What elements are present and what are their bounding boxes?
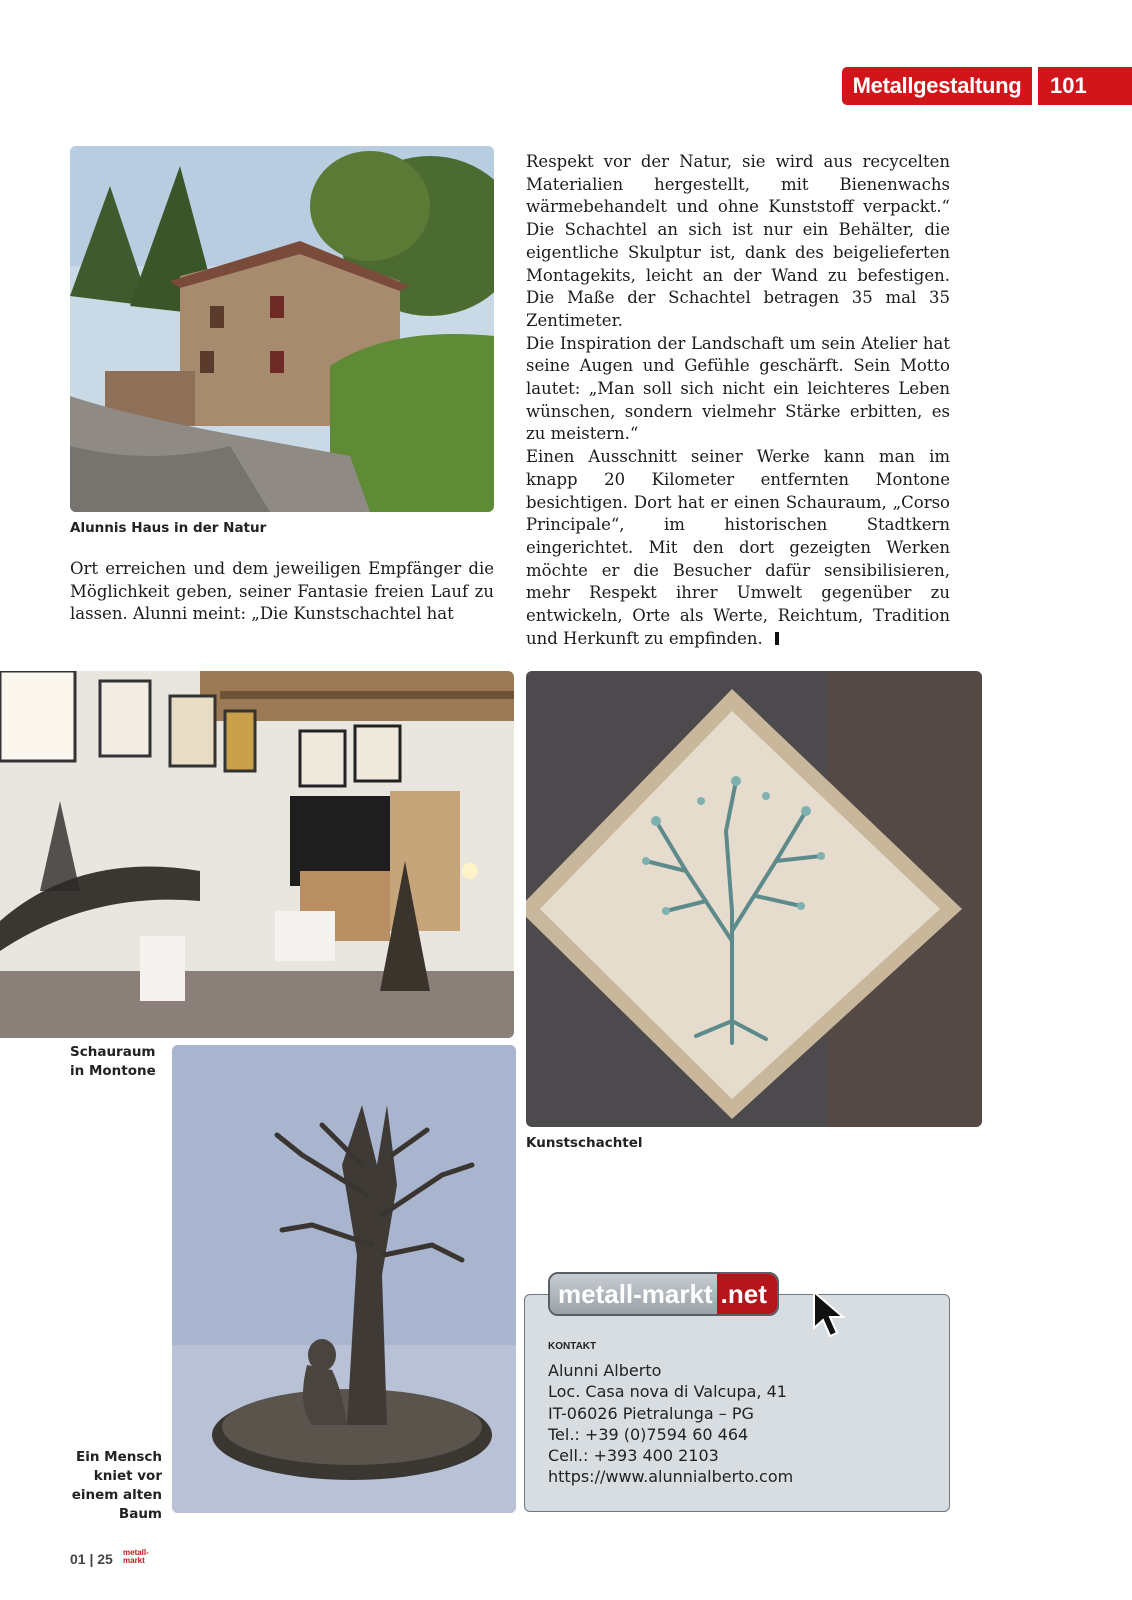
paragraph — [526, 446, 950, 650]
contact-address: Loc. Casa nova di Valcupa, 41 — [548, 1382, 787, 1402]
page-number: 101 — [1038, 67, 1132, 105]
metall-markt-logo[interactable] — [548, 1272, 779, 1316]
paragraph: Ort erreichen und dem jeweiligen Empfänger die Möglichkeit geben, seiner Fantasie freien Lauf zu lassen. Alunni meint: „Die Kunstschachtel hat — [70, 559, 494, 624]
footer-logo-line: markt — [123, 1556, 145, 1565]
caption-line: Schauraum — [70, 1044, 156, 1060]
caption-line: Ein Mensch — [75, 1449, 162, 1465]
contact-details — [548, 1360, 793, 1488]
contact-phone: Tel.: +39 (0)7594 60 464 — [548, 1424, 749, 1444]
house-photo — [70, 146, 494, 512]
house-caption: Alunnis Haus in der Natur — [70, 520, 267, 536]
paragraph-text: Einen Ausschnitt seiner Werke kann man im knapp 20 Kilometer entfernten Montone besichtigen. Dort hat er einen Schauraum, „Corso Principale“, im historischen Stadtkern eingerichtet. Mit den dort gezeigten Werken möchte er die Besucher dafür sensibilisieren, mehr Respekt ihrer Umwelt gegenüber zu entwickeln, Orte als Werte, Reichtum, Tradition und Herkunft zu empfinden. — [526, 447, 950, 648]
contact-website-link[interactable]: https://www.alunnialberto.com — [548, 1467, 794, 1487]
paragraph: Die Inspiration der Landschaft um sein Atelier hat seine Augen und Gefühle geschärft. Sein Motto lautet: „Man soll sich nicht ein leichteres Leben wünschen, sondern vielmehr Stärke erbitten, es zu meistern.“ — [526, 333, 950, 444]
caption-line: einem alten — [71, 1487, 162, 1503]
caption-line: kniet vor — [93, 1468, 162, 1484]
left-column-text — [70, 558, 494, 626]
contact-name: Alunni Alberto — [548, 1361, 662, 1380]
sculpture-photo — [172, 1045, 516, 1513]
footer-logo — [123, 1549, 149, 1565]
paragraph: Respekt vor der Natur, sie wird aus recycelten Materialien hergestellt, mit Bienenwachs wärmebehandelt und ohne Kunststoff verpackt.“ Die Schachtel an sich ist nur ein Behälter, die eigentliche Skulptur ist, dank des beigelieferten Montagekits, leicht an der Wand zu befestigen. Die Maße der Schachtel betragen 35 mal 35 Zentimeter. — [526, 152, 950, 330]
contact-heading: KONTAKT — [548, 1341, 597, 1352]
cursor-icon — [810, 1290, 850, 1340]
caption-line: Baum — [118, 1506, 162, 1522]
end-of-article-mark — [775, 632, 779, 645]
footer-logo-line: metall- — [123, 1548, 149, 1557]
section-title: Metallgestaltung — [842, 67, 1032, 105]
box-caption: Kunstschachtel — [526, 1135, 643, 1151]
showroom-caption — [70, 1043, 156, 1081]
caption-line: in Montone — [70, 1063, 156, 1079]
showroom-photo — [0, 671, 514, 1038]
issue-number: 01 | 25 — [70, 1551, 113, 1567]
logo-main-text: metall-markt — [550, 1274, 717, 1314]
right-column-text — [526, 151, 950, 650]
contact-mobile: Cell.: +393 400 2103 — [548, 1446, 719, 1466]
contact-city: IT-06026 Pietralunga – PG — [548, 1403, 754, 1423]
art-box-photo — [526, 671, 982, 1127]
logo-tld-text: .net — [717, 1274, 777, 1314]
sculpture-caption — [62, 1448, 162, 1524]
